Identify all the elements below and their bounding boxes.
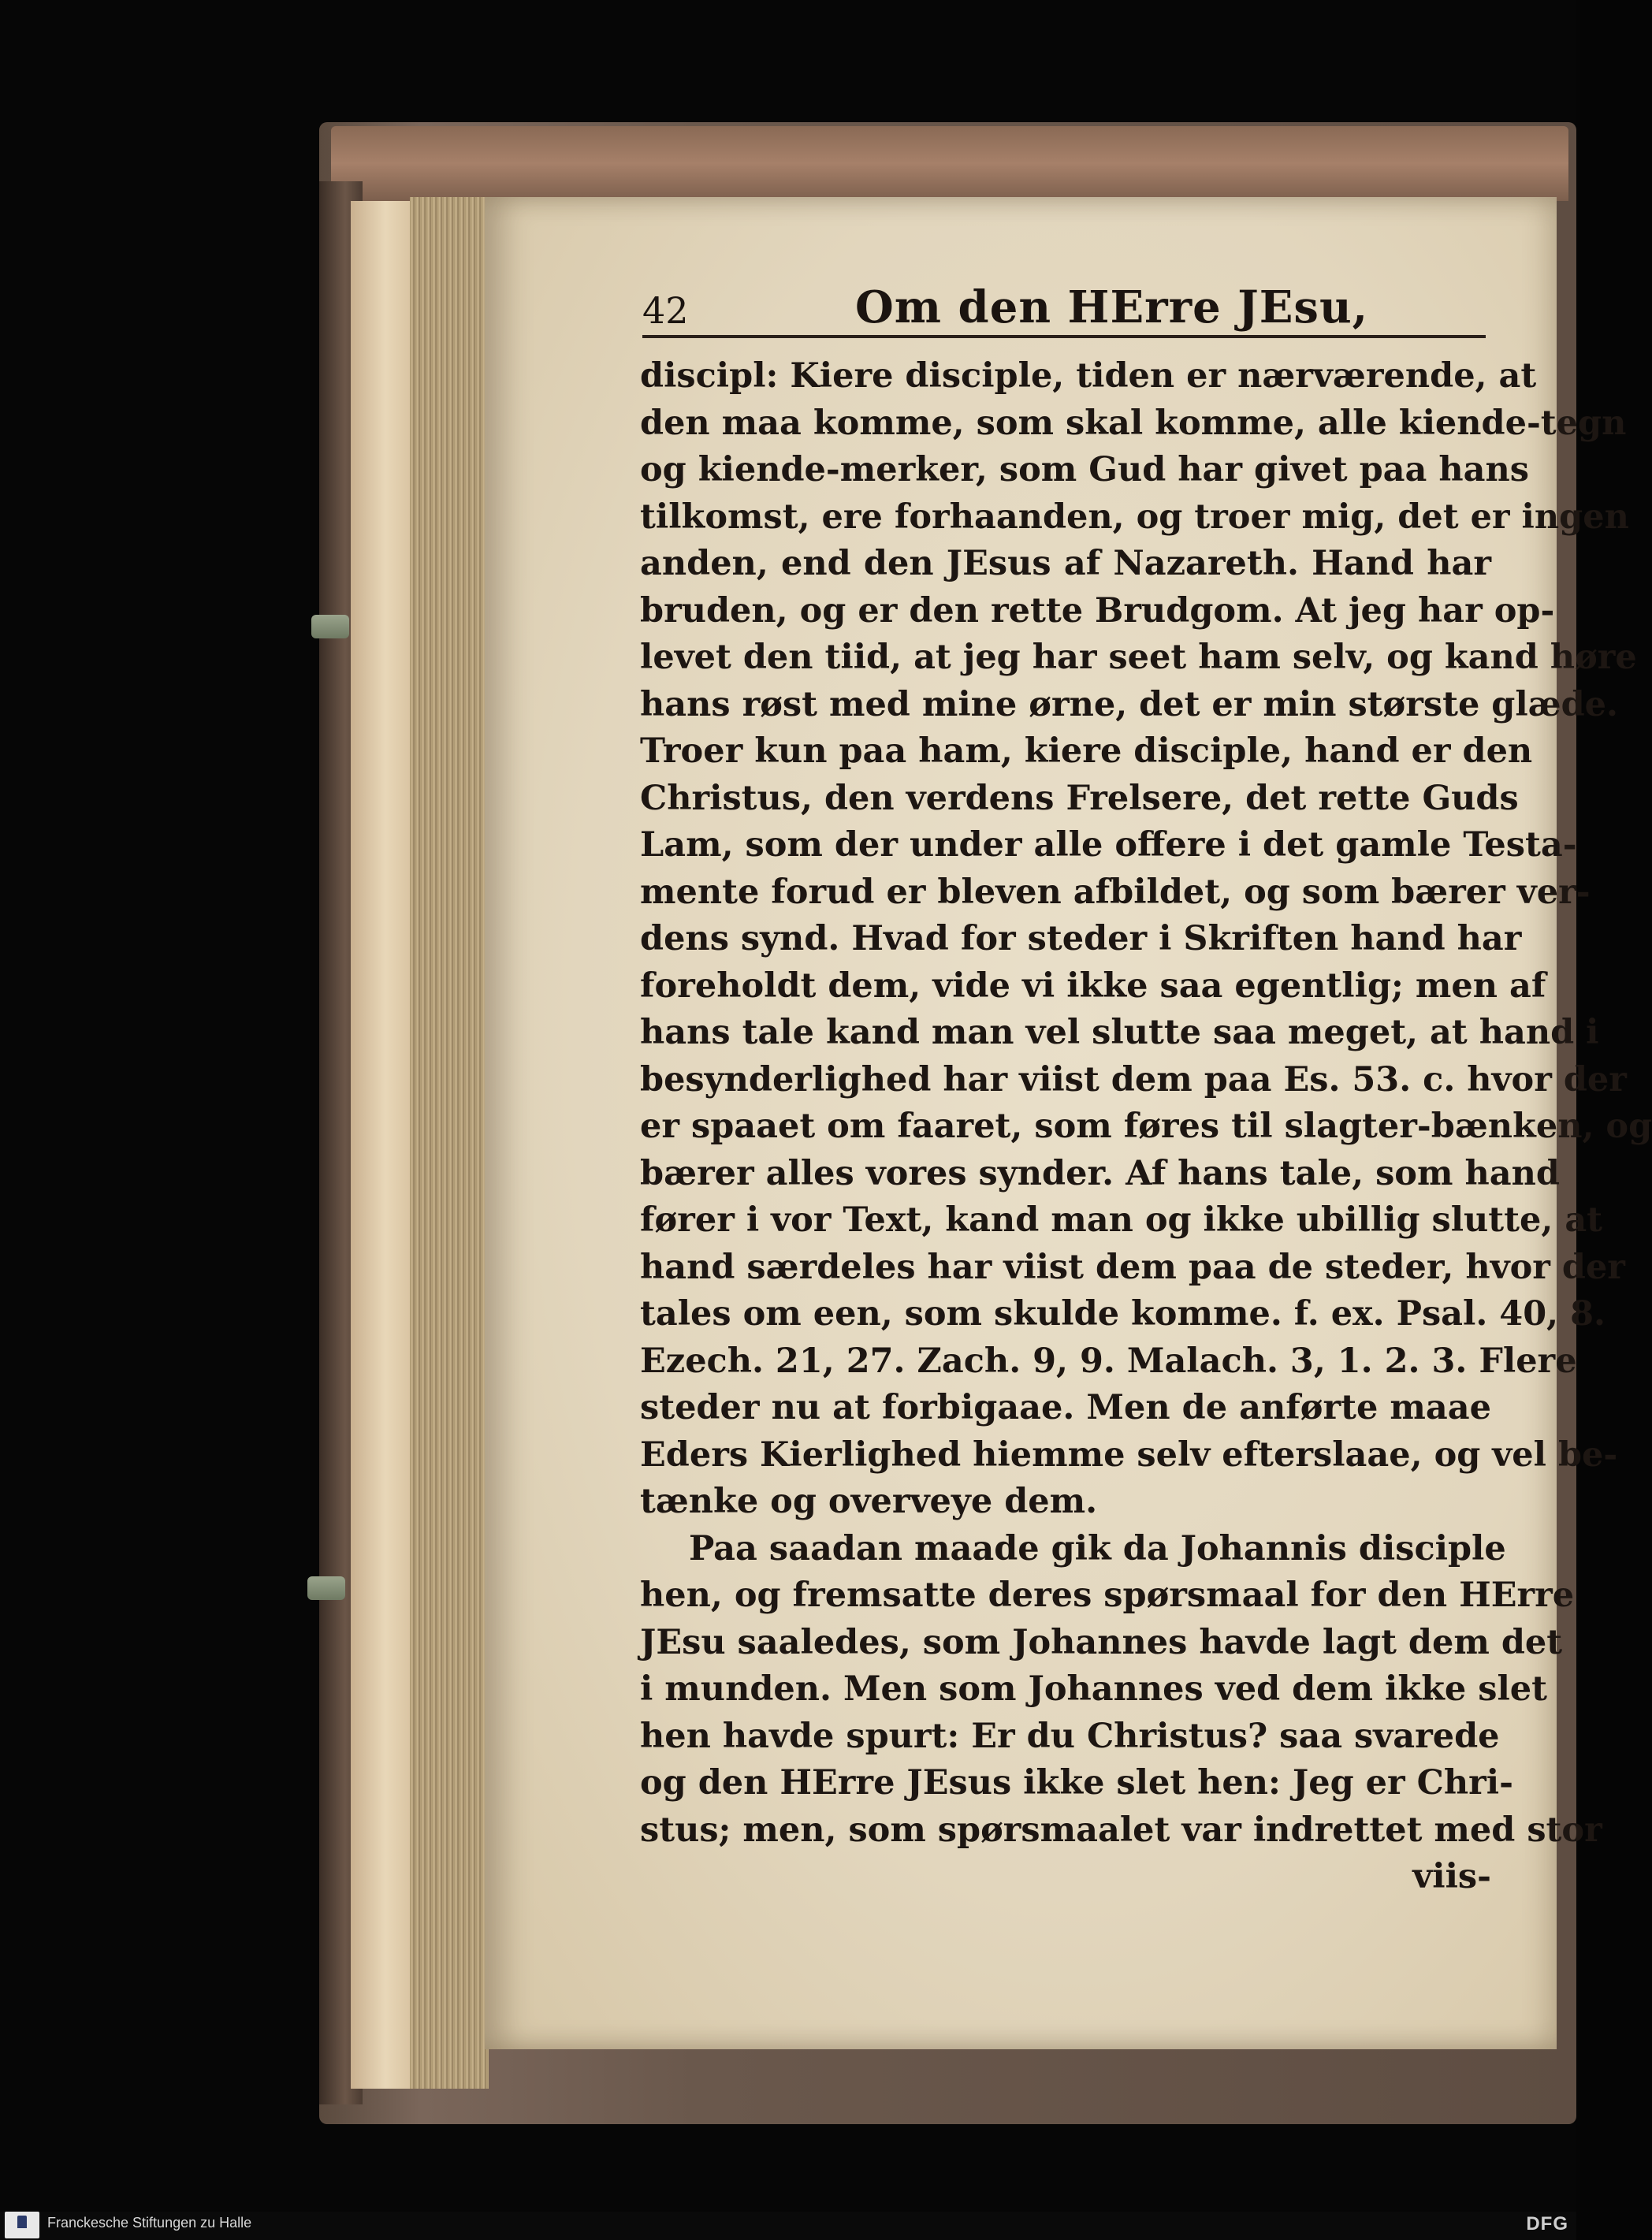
text-line: tænke og overveye dem. <box>640 1482 1098 1521</box>
institution-logo-icon <box>5 2212 39 2238</box>
text-line: Ezech. 21, 27. Zach. 9, 9. Malach. 3, 1. 2. 3. Flere <box>640 1341 1577 1381</box>
book-cover-top-edge <box>331 126 1568 201</box>
text-line: bruden, og er den rette Brudgom. At jeg har op- <box>640 590 1555 631</box>
text-line: den maa komme, som skal komme, alle kiende-tegn <box>640 403 1627 443</box>
text-line: discipl: Kiere disciple, tiden er nærværende, at <box>640 356 1537 396</box>
text-line: Lam, som der under alle offere i det gamle Testa- <box>640 825 1577 865</box>
text-line: hand særdeles har viist dem paa de steder, hvor der <box>640 1247 1625 1287</box>
text-line: er spaaet om faaret, som føres til slagter-bænken, og <box>640 1107 1652 1146</box>
running-head <box>642 272 1486 343</box>
page-stack-edges <box>410 197 489 2089</box>
text-line: hans tale kand man vel slutte saa meget, at hand i <box>640 1013 1599 1052</box>
text-line: og kiende-merker, som Gud har givet paa hans <box>640 450 1529 489</box>
text-line: dens synd. Hvad for steder i Skriften hand har <box>640 919 1522 958</box>
text-line: bærer alles vores synder. Af hans tale, som hand <box>640 1153 1560 1193</box>
text-line: hen havde spurt: Er du Christus? saa svarede <box>640 1716 1500 1756</box>
text-line: Christus, den verdens Frelsere, det rette Guds <box>640 778 1519 818</box>
text-line: og den HErre JEsus ikke slet hen: Jeg er Chri- <box>640 1763 1513 1803</box>
catchword: viis- <box>1412 1857 1491 1896</box>
text-line: tales om een, som skulde komme. f. ex. Psal. 40, 8. <box>640 1294 1605 1334</box>
head-rule <box>642 335 1486 338</box>
page-number: 42 <box>642 289 689 332</box>
book-tie-lower <box>307 1576 345 1600</box>
institution-name: Franckesche Stiftungen zu Halle <box>47 2215 252 2231</box>
text-line: Eders Kierlighed hiemme selv efterslaae, og vel be- <box>640 1434 1618 1475</box>
text-line: besynderlighed har viist dem paa Es. 53. c. hvor der <box>640 1059 1627 1100</box>
funder-logo: DFG <box>1526 2213 1568 2234</box>
text-line: Paa saadan maade gik da Johannis disciple <box>689 1528 1506 1568</box>
text-line: fører i vor Text, kand man og ikke ubillig slutte, at <box>640 1200 1603 1240</box>
text-line: levet den tiid, at jeg har seet ham selv, og kand høre <box>640 638 1637 677</box>
body-text <box>640 353 1652 1901</box>
text-line: JEsu saaledes, som Johannes havde lagt dem det <box>640 1622 1563 1662</box>
text-line: stus; men, som spørsmaalet var indrettet med stor <box>640 1810 1602 1850</box>
text-line: hans røst med mine ørne, det er min største glæde. <box>640 684 1618 724</box>
book-tie-upper <box>311 615 349 638</box>
text-line: mente forud er bleven afbildet, og som bærer ver- <box>640 872 1591 912</box>
text-line: tilkomst, ere forhaanden, og troer mig, det er ingen <box>640 497 1629 537</box>
text-line: anden, end den JEsus af Nazareth. Hand har <box>640 544 1491 583</box>
text-line: foreholdt dem, vide vi ikke saa egentlig; men af <box>640 966 1546 1006</box>
left-flyleaf <box>351 201 414 2089</box>
text-line: steder nu at forbigaae. Men de anførte maae <box>640 1388 1491 1427</box>
running-head-title: Om den HErre JEsu, <box>855 281 1369 333</box>
text-line: Troer kun paa ham, kiere disciple, hand er den <box>640 731 1533 771</box>
text-line: hen, og fremsatte deres spørsmaal for den HErre <box>640 1576 1575 1615</box>
text-line: i munden. Men som Johannes ved dem ikke slet <box>640 1669 1548 1709</box>
